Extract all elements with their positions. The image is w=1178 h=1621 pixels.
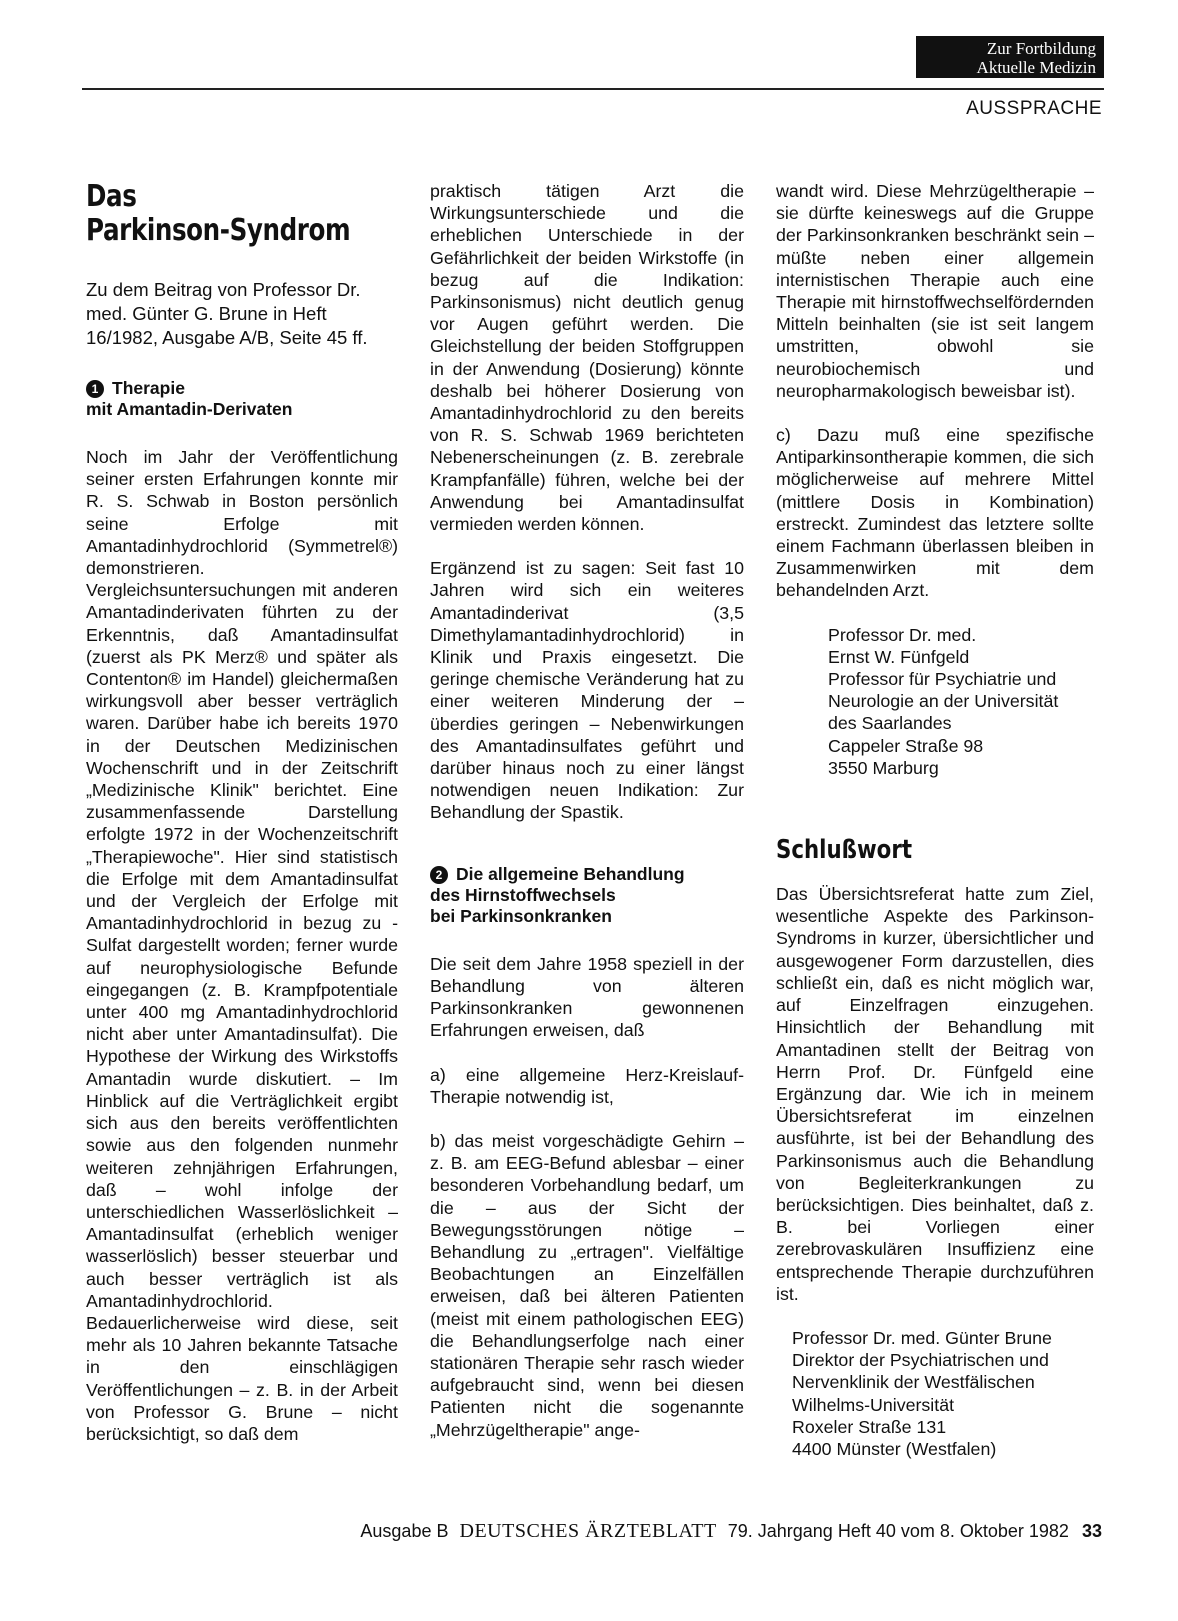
- paragraph: Das Übersichtsreferat hatte zum Ziel, wesentliche Aspekte des Parkinson-Syndroms in kurzer, übersichtlicher und ausgewogener Form darzustellen, dies schließt ein, daß es nicht möglich war, auf Einzelfragen einzugehen. Hinsichtlich der Behandlung mit Amantadinen stellt der Beitrag von Herrn Prof. Dr. Fünfgeld eine Ergänzung dar. Wie ich in meinem Übersichtsreferat im einzelnen ausführte, ist bei der Behandlung des Parkinsonismus auch die Behandlung von Begleiterkrankungen zu berücksichtigen. Dies beinhaltet, daß z. B. bei Vorliegen einer zerebrovaskulären Insuffizienz eine entsprechende Therapie durchzuführen ist.: [776, 884, 1094, 1304]
- badge-line-1: Zur Fortbildung: [986, 39, 1096, 58]
- address-line: Cappeler Straße 98: [828, 735, 984, 756]
- page-footer: [360, 1520, 1102, 1543]
- section-label: AUSSPRACHE: [966, 98, 1102, 119]
- paragraph: Ergänzend ist zu sagen: Seit fast 10 Jahren wird sich ein weiteres Amantadinderivat (3,5 Dimethylamantadinhydrochlorid) in Klinik und Praxis eingesetzt. Die geringe chemische Veränderung hat zu einer weiteren Minderung der – überdies geringen – Nebenwirkungen des Amantadinsulfates geführt und darüber hinaus noch zu einer längst notwendigen neuen Indikation: Zur Behandlung der Spastik.: [430, 558, 744, 823]
- address-line: 4400 Münster (Westfalen): [792, 1438, 997, 1459]
- footer-edition: Ausgabe B: [360, 1521, 449, 1541]
- paragraph: Noch im Jahr der Veröffentlichung seiner ersten Erfahrungen konnte mir R. S. Schwab in Boston persönlich seine Erfolge mit Amantadinhydrochlorid (Symmetrel®) demonstrieren. Vergleichsuntersuchungen mit anderen Amantadinderivaten führten zu der Erkenntnis, daß Amantadinsulfat (zuerst als PK Merz® und später als Contenton® im Handel) gleichermaßen wirkungsvoll aber besser verträglich waren. Darüber habe ich bereits 1970 in der Deutschen Medizinischen Wochenschrift und in der Zeitschrift „Medizinische Klinik" berichtet. Eine zusammenfassende Darstellung erfolgte 1972 in der Wochenzeitschrift „Therapiewoche". Hier sind statistisch die Erfolge mit dem Amantadinsulfat und der Vergleich der Erfolge mit Amantadinhydrochlorid in bezug zu -Sulfat dargestellt worden; ferner wurde auf neurophysiologische Befunde eingegangen (z. B. Krampfpotentiale unter 400 mg Amantadinhydrochlorid nicht aber unter Amantadinsulfat). Die Hypothese der Wirkung des Wirkstoffs Amantadin wurde diskutiert. – Im Hinblick auf die Verträglichkeit ergibt sich aus den bereits veröffentlichten sowie aus den folgenden nunmehr weiteren zehnjährigen Erfahrungen, daß – wohl infolge der unterschiedlichen Wasserlöslichkeit – Amantadinsulfat (erheblich weniger wasserlöslich) besser steuerbar und auch besser verträglich ist als Amantadinhydrochlorid. Bedauerlicherweise wird diese, seit mehr als 10 Jahren bekannte Tatsache in den einschlägigen Veröffentlichungen – z. B. in der Arbeit von Professor G. Brune – nicht berücksichtigt, so daß dem: [86, 447, 398, 1444]
- column-1: [86, 180, 398, 1467]
- address-line: Professor für Psychiatrie und: [828, 669, 1057, 690]
- column-3: [776, 180, 1094, 1460]
- address-line: Direktor der Psychiatrischen und: [792, 1350, 1049, 1371]
- heading-1-line-2: mit Amantadin-Derivaten: [86, 399, 293, 419]
- heading-2-line-2: des Hirnstoffwechsels: [430, 884, 616, 905]
- author-2-address: [776, 1327, 1094, 1460]
- paragraph: wandt wird. Diese Mehrzügeltherapie – sie dürfte keineswegs auf die Gruppe der Parkinsonkranken beschränkt sein – müßte neben einer allgemein internistischen Therapie auch eine Therapie mit hirnstoffwechselfördernden Mitteln beinhalten (sie ist seit langem umstritten, obwohl sie neurobiochemisch und neuropharmakologisch beweisbar ist).: [776, 181, 1094, 401]
- paragraph: a) eine allgemeine Herz-Kreislauf-Therapie notwendig ist,: [430, 1064, 744, 1107]
- address-line: des Saarlandes: [828, 713, 952, 734]
- address-line: Nervenklinik der Westfälischen: [792, 1372, 1035, 1393]
- heading-2-line-3: bei Parkinsonkranken: [430, 905, 612, 926]
- address-line: Roxeler Straße 131: [792, 1416, 947, 1437]
- paragraph: praktisch tätigen Arzt die Wirkungsunterschiede und die erheblichen Unterschiede in der Gefährlichkeit der beiden Wirkstoffe (in bezug auf die Indikation: Parkinsonismus) nicht deutlich genug vor Augen geführt werden. Die Gleichstellung der beiden Stoffgruppen in der Anwendung (Dosierung) könnte deshalb bei höherer Dosierung von Amantadinhydrochlorid zu den bereits von R. S. Schwab 1969 berichteten Nebenerscheinungen (z. B. zerebrale Krampfanfälle) führen, welche bei der Anwendung bei Amantadinsulfat vermieden werden können.: [430, 181, 744, 535]
- paragraph: b) das meist vorgeschädigte Gehirn – z. B. am EEG-Befund ablesbar – einer besonderen Vorbehandlung bedarf, um die – aus der Sicht der Bewegungsstörungen nötige – Behandlung zu „ertragen". Vielfältige Beobachtungen an Einzelfällen erweisen, daß bei älteren Patienten (meist mit einem pathologischen EEG) die Behandlungserfolge nach einer stationären Therapie sehr rasch wieder aufgebraucht sind, wenn bei diesen Patienten nicht die sogenannte „Mehrzügeltherapie" ange-: [430, 1130, 744, 1440]
- heading-2-line-1: Die allgemeine Behandlung: [456, 863, 685, 884]
- heading-2-number: 2: [430, 866, 448, 884]
- badge-line-2: Aktuelle Medizin: [976, 58, 1096, 77]
- address-line: 3550 Marburg: [828, 757, 939, 778]
- address-line: Wilhelms-Universität: [792, 1394, 955, 1415]
- header-rule: [82, 88, 1104, 90]
- footer-issue: 79. Jahrgang Heft 40 vom 8. Oktober 1982: [727, 1521, 1069, 1541]
- page-number: 33: [1081, 1521, 1102, 1541]
- heading-1-line-1: Therapie: [112, 378, 185, 398]
- title-line-1: Das: [86, 179, 137, 214]
- author-1-address: [776, 624, 1094, 779]
- footer-journal: DEUTSCHES ÄRZTEBLATT: [459, 1520, 717, 1542]
- paragraph: Die seit dem Jahre 1958 speziell in der Behandlung von älteren Parkinsonkranken gewonnenen Erfahrungen erweisen, daß: [430, 953, 744, 1041]
- address-line: Ernst W. Fünfgeld: [828, 646, 970, 667]
- paragraph: c) Dazu muß eine spezifische Antiparkinsontherapie kommen, die sich möglicherweise auf mehrere Mittel (mittlere Dosis in Kombination) erstreckt. Zumindest das letztere sollte einem Fachmann überlassen bleiben in Zusammenwirken mit dem behandelnden Arzt.: [776, 425, 1094, 601]
- heading-schlusswort: Schlußwort: [776, 835, 913, 866]
- heading-1: [86, 378, 398, 420]
- article-intro: Zu dem Beitrag von Professor Dr. med. Günter G. Brune in Heft 16/1982, Ausgabe A/B, Seite 45 ff.: [86, 279, 368, 348]
- address-line: Professor Dr. med. Günter Brune: [792, 1327, 1052, 1348]
- address-line: Professor Dr. med.: [828, 624, 977, 645]
- address-line: Neurologie an der Universität: [828, 691, 1059, 712]
- column-2: [430, 180, 744, 1463]
- section-badge: [916, 36, 1104, 78]
- article-title: [86, 179, 351, 248]
- heading-2: [430, 864, 744, 927]
- title-line-2: Parkinson-Syndrom: [86, 213, 351, 248]
- heading-1-number: 1: [86, 380, 104, 398]
